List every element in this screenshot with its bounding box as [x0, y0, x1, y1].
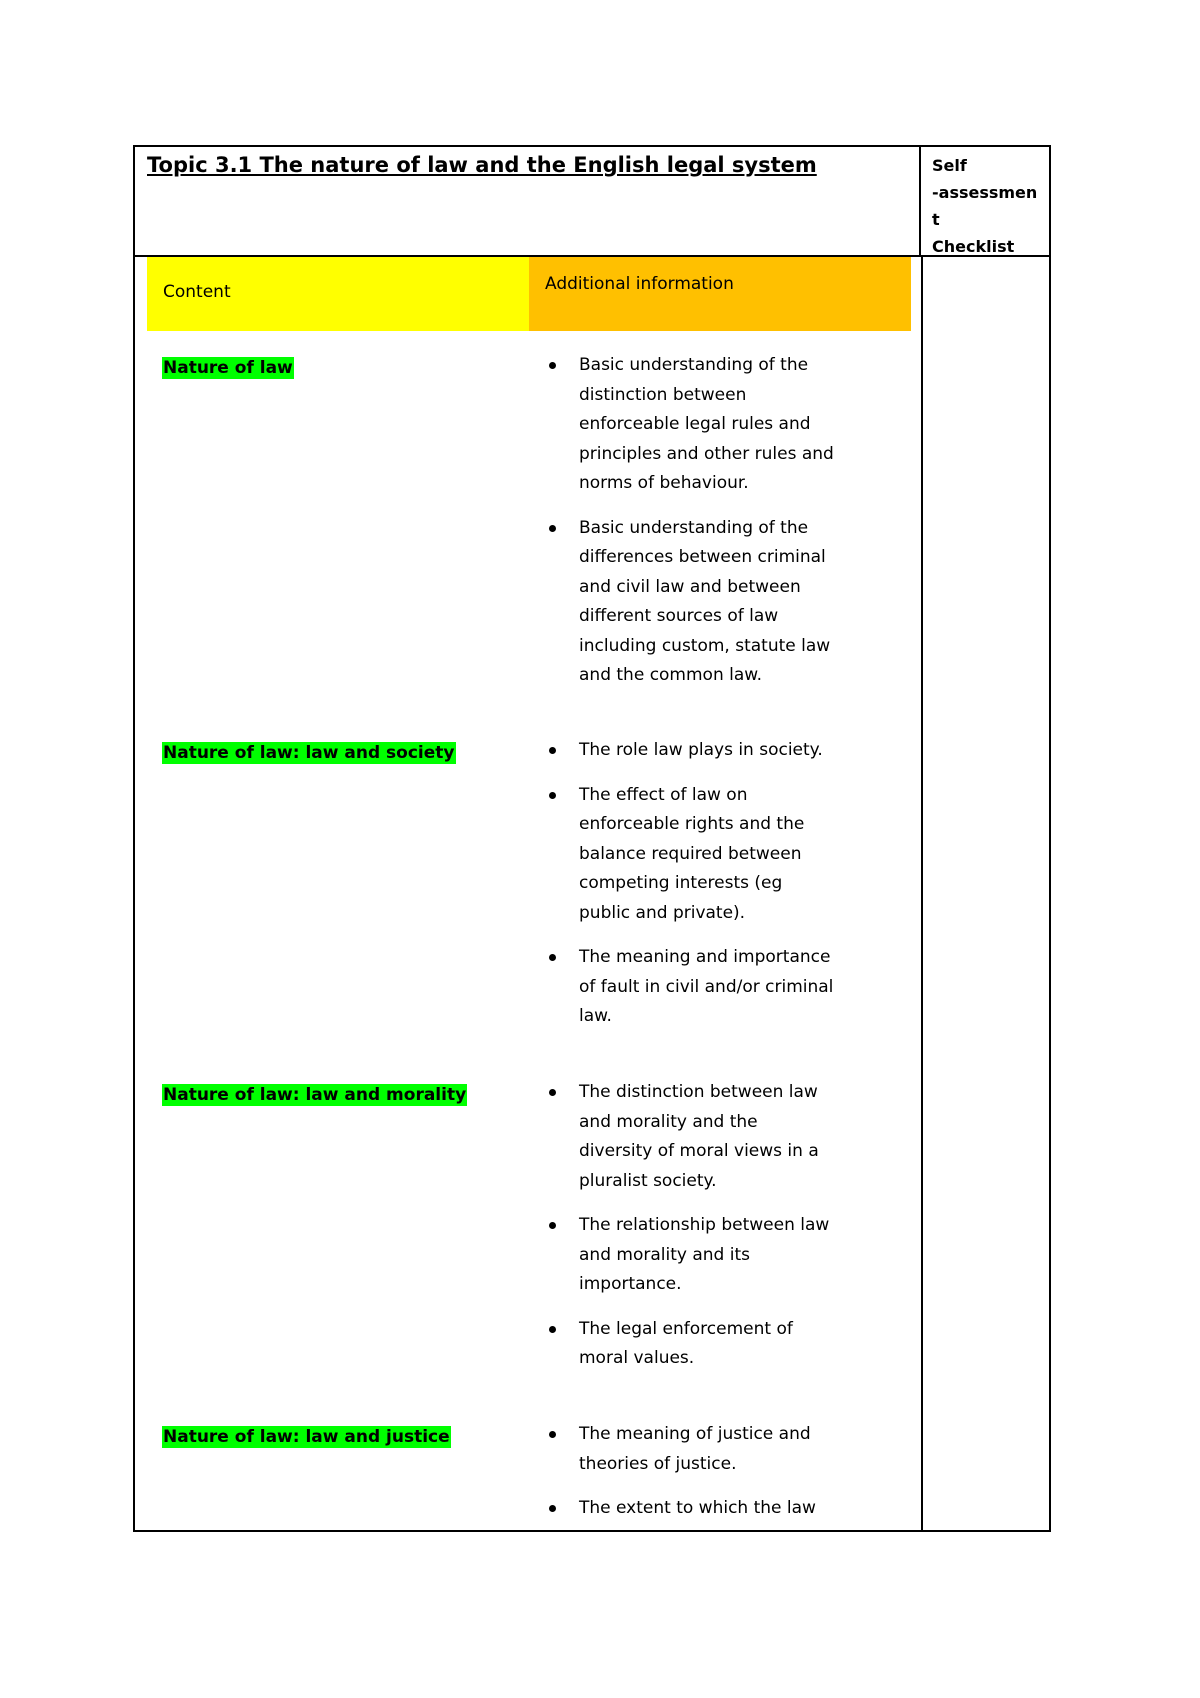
bullet-list — [544, 1420, 834, 1539]
additional-info-header — [529, 257, 911, 331]
additional-info-header-label: Additional information — [545, 274, 734, 294]
topic-label: Nature of law: law and justice — [163, 1427, 450, 1447]
list-item: The role law plays in society. — [544, 736, 834, 766]
self-assessment-header — [921, 147, 1049, 257]
bullet-list — [544, 351, 834, 706]
title-cell — [135, 147, 921, 257]
page-title: Topic 3.1 The nature of law and the English legal system — [147, 153, 817, 177]
topic-label: Nature of law — [163, 358, 293, 378]
list-item: The effect of law on enforceable rights and the balance required between competing interests (eg public and private). — [544, 781, 834, 929]
list-item: Basic understanding of the distinction between enforceable legal rules and principles and other rules and norms of behaviour. — [544, 351, 834, 499]
bullet-list — [544, 736, 834, 1047]
checklist-table — [133, 145, 1051, 1532]
list-item: The meaning of justice and theories of justice. — [544, 1420, 834, 1479]
topic-label: Nature of law: law and society — [163, 743, 455, 763]
list-item: The relationship between law and morality and its importance. — [544, 1211, 834, 1300]
content-header-label: Content — [163, 282, 231, 302]
list-item: Basic understanding of the differences between criminal and civil law and between different sources of law including custom, statute law and the common law. — [544, 514, 834, 691]
content-header — [147, 257, 529, 331]
list-item: The distinction between law and morality and the diversity of moral views in a pluralist society. — [544, 1078, 834, 1196]
bullet-list — [544, 1078, 834, 1389]
list-item: The meaning and importance of fault in civil and/or criminal law. — [544, 943, 834, 1032]
list-item: The legal enforcement of moral values. — [544, 1315, 834, 1374]
self-assessment-line: Self — [932, 156, 967, 175]
self-assessment-line: t — [932, 210, 940, 229]
topic-label: Nature of law: law and morality — [163, 1085, 467, 1105]
self-assessment-line: Checklist — [932, 237, 1015, 256]
checklist-column-divider — [921, 257, 923, 1530]
self-assessment-line: -assessmen — [932, 183, 1038, 202]
list-item: The extent to which the law — [544, 1494, 834, 1524]
